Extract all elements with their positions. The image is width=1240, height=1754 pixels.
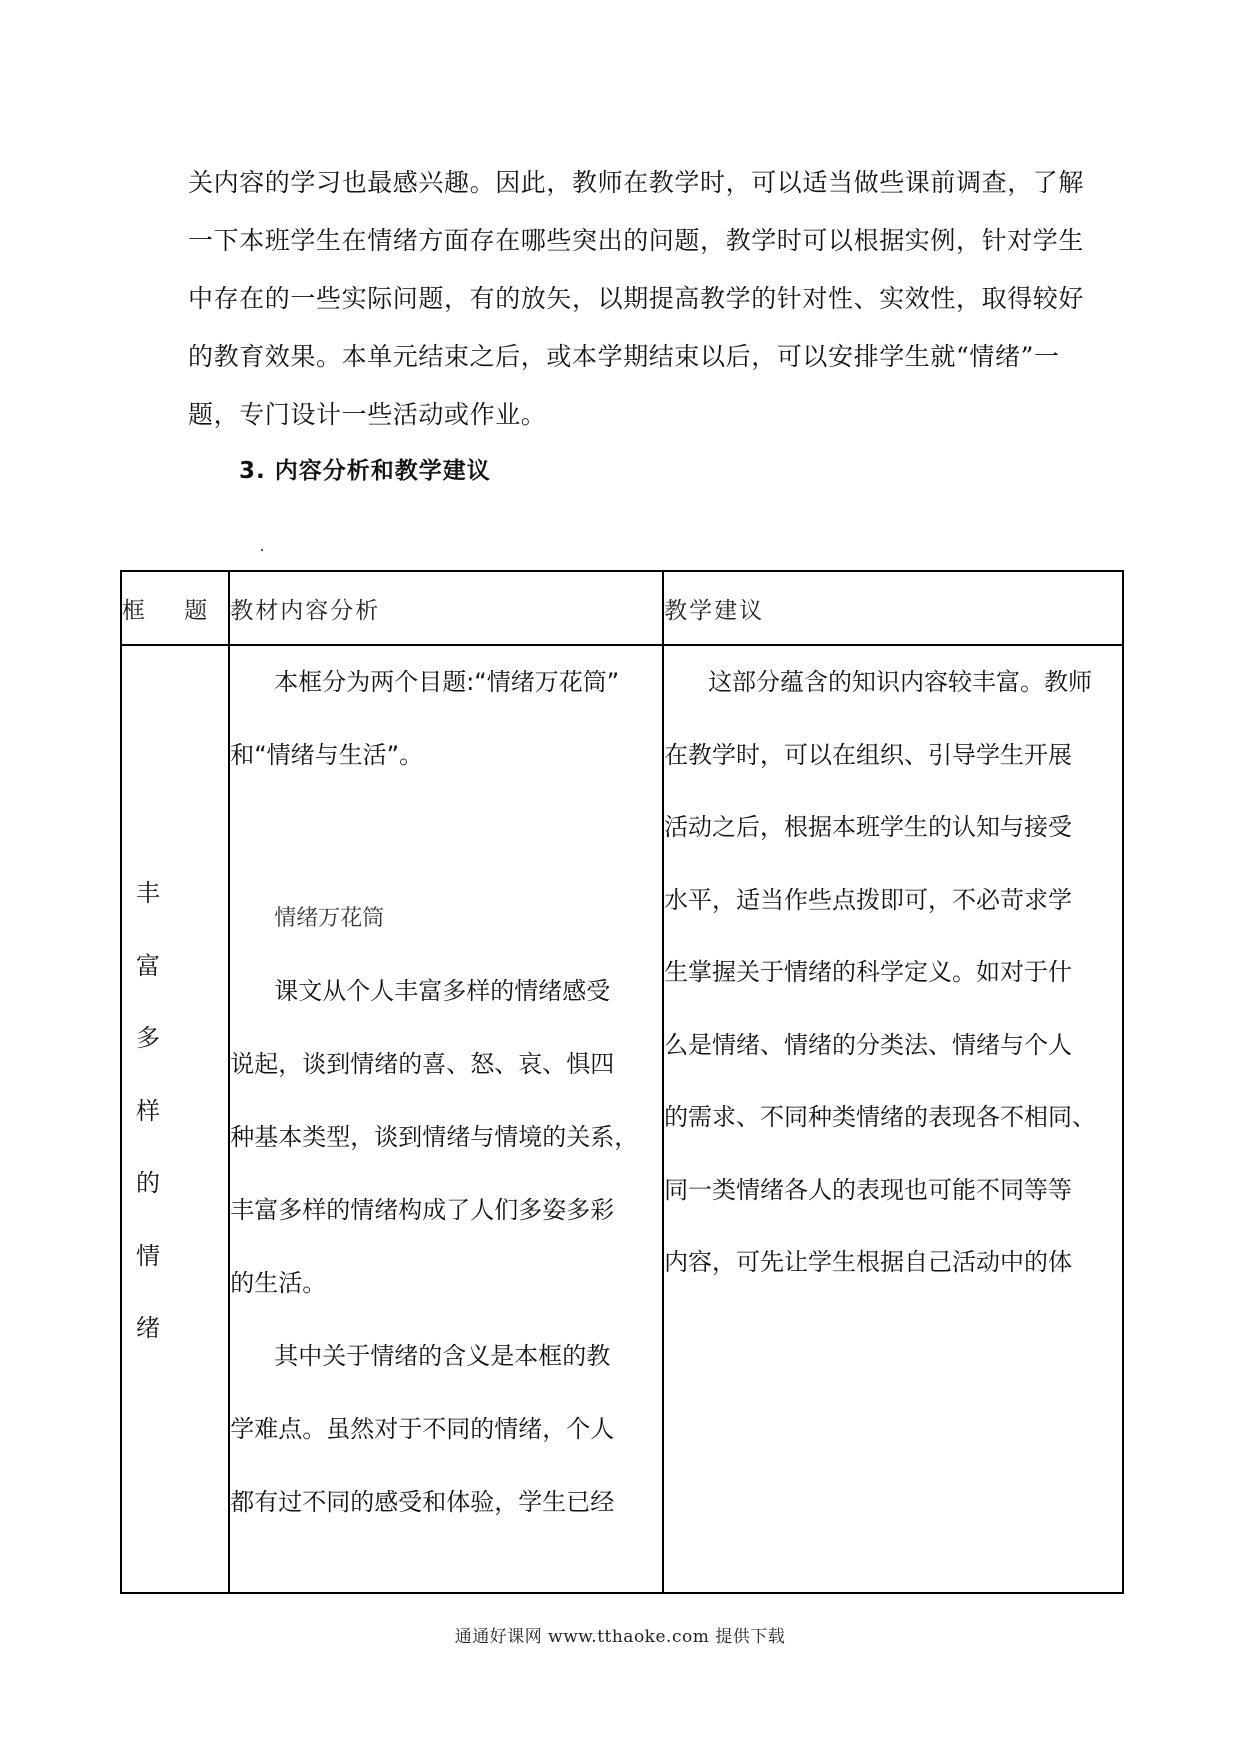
analysis-line: 和“情绪与生活”。 xyxy=(230,741,424,769)
header-teaching-advice: 教学建议 xyxy=(663,571,1123,645)
analysis-line: 其中关于情绪的含义是本框的教 xyxy=(274,1342,611,1370)
frame-title-char: 多 xyxy=(136,1024,160,1052)
section-heading: 3. 内容分析和教学建议 xyxy=(239,458,491,484)
analysis-subtitle: 情绪万花筒 xyxy=(274,906,385,931)
intro-line: 关内容的学习也最感兴趣。因此，教师在教学时，可以适当做些课前调查，了解 xyxy=(188,168,1085,197)
advice-line: 内容，可先让学生根据自己活动中的体 xyxy=(664,1248,1073,1276)
analysis-line: 丰富多样的情绪构成了人们多姿多彩 xyxy=(230,1196,615,1224)
stray-dot xyxy=(261,549,263,551)
table-row xyxy=(121,645,1123,1593)
frame-title-char: 绪 xyxy=(136,1314,160,1342)
frame-title-char: 丰 xyxy=(136,879,160,907)
content-analysis-table xyxy=(120,570,1124,1594)
advice-line: 同一类情绪各人的表现也可能不同等等 xyxy=(664,1175,1073,1204)
advice-line: 在教学时，可以在组织、引导学生开展 xyxy=(664,740,1073,769)
analysis-line: 说起，谈到情绪的喜、怒、哀、惧四 xyxy=(230,1050,615,1078)
analysis-line: 学难点。虽然对于不同的情绪，个人 xyxy=(230,1415,615,1443)
intro-line: 的教育效果。本单元结束之后，或本学期结束以后，可以安排学生就“情绪”一 xyxy=(188,342,1060,371)
intro-line: 题，专门设计一些活动或作业。 xyxy=(188,400,547,429)
advice-line: 么是情绪、情绪的分类法、情绪与个人 xyxy=(664,1030,1073,1059)
frame-title-char: 富 xyxy=(136,951,160,980)
intro-line: 一下本班学生在情绪方面存在哪些突出的问题，教学时可以根据实例，针对学生 xyxy=(188,226,1085,255)
frame-title-char: 样 xyxy=(136,1096,160,1125)
advice-line: 活动之后，根据本班学生的认知与接受 xyxy=(664,813,1073,841)
spacer xyxy=(230,792,662,882)
table-header-row xyxy=(121,571,1123,645)
advice-line: 这部分蕴含的知识内容较丰富。教师 xyxy=(708,668,1093,696)
analysis-line: 本框分为两个目题:“情绪万花筒” xyxy=(274,668,620,696)
frame-title-char: 情 xyxy=(136,1241,160,1270)
frame-title-char: 的 xyxy=(136,1169,160,1197)
frame-title-cell xyxy=(121,645,229,1593)
teaching-advice-cell xyxy=(663,645,1123,1593)
analysis-line: 种基本类型，谈到情绪与情境的关系， xyxy=(230,1123,639,1151)
analysis-line: 课文从个人丰富多样的情绪感受 xyxy=(274,977,611,1005)
analysis-line: 都有过不同的感受和体验，学生已经 xyxy=(230,1488,615,1516)
content-analysis-cell xyxy=(229,645,663,1593)
intro-line: 中存在的一些实际问题，有的放矢，以期提高教学的针对性、实效性，取得较好 xyxy=(188,284,1085,313)
page-footer: 通通好课网 www.tthaoke.com 提供下载 xyxy=(454,1627,786,1647)
frame-title-vertical xyxy=(136,878,166,1386)
advice-line: 生掌握关于情绪的科学定义。如对于什 xyxy=(664,958,1073,986)
advice-line: 的需求、不同种类情绪的表现各不相同、 xyxy=(664,1103,1097,1131)
analysis-line: 的生活。 xyxy=(230,1269,327,1297)
header-content-analysis: 教材内容分析 xyxy=(229,571,663,645)
advice-line: 水平，适当作些点拨即可，不必苛求学 xyxy=(664,885,1073,914)
intro-paragraph xyxy=(188,154,1085,444)
header-frame-title: 框 题 xyxy=(121,571,229,645)
